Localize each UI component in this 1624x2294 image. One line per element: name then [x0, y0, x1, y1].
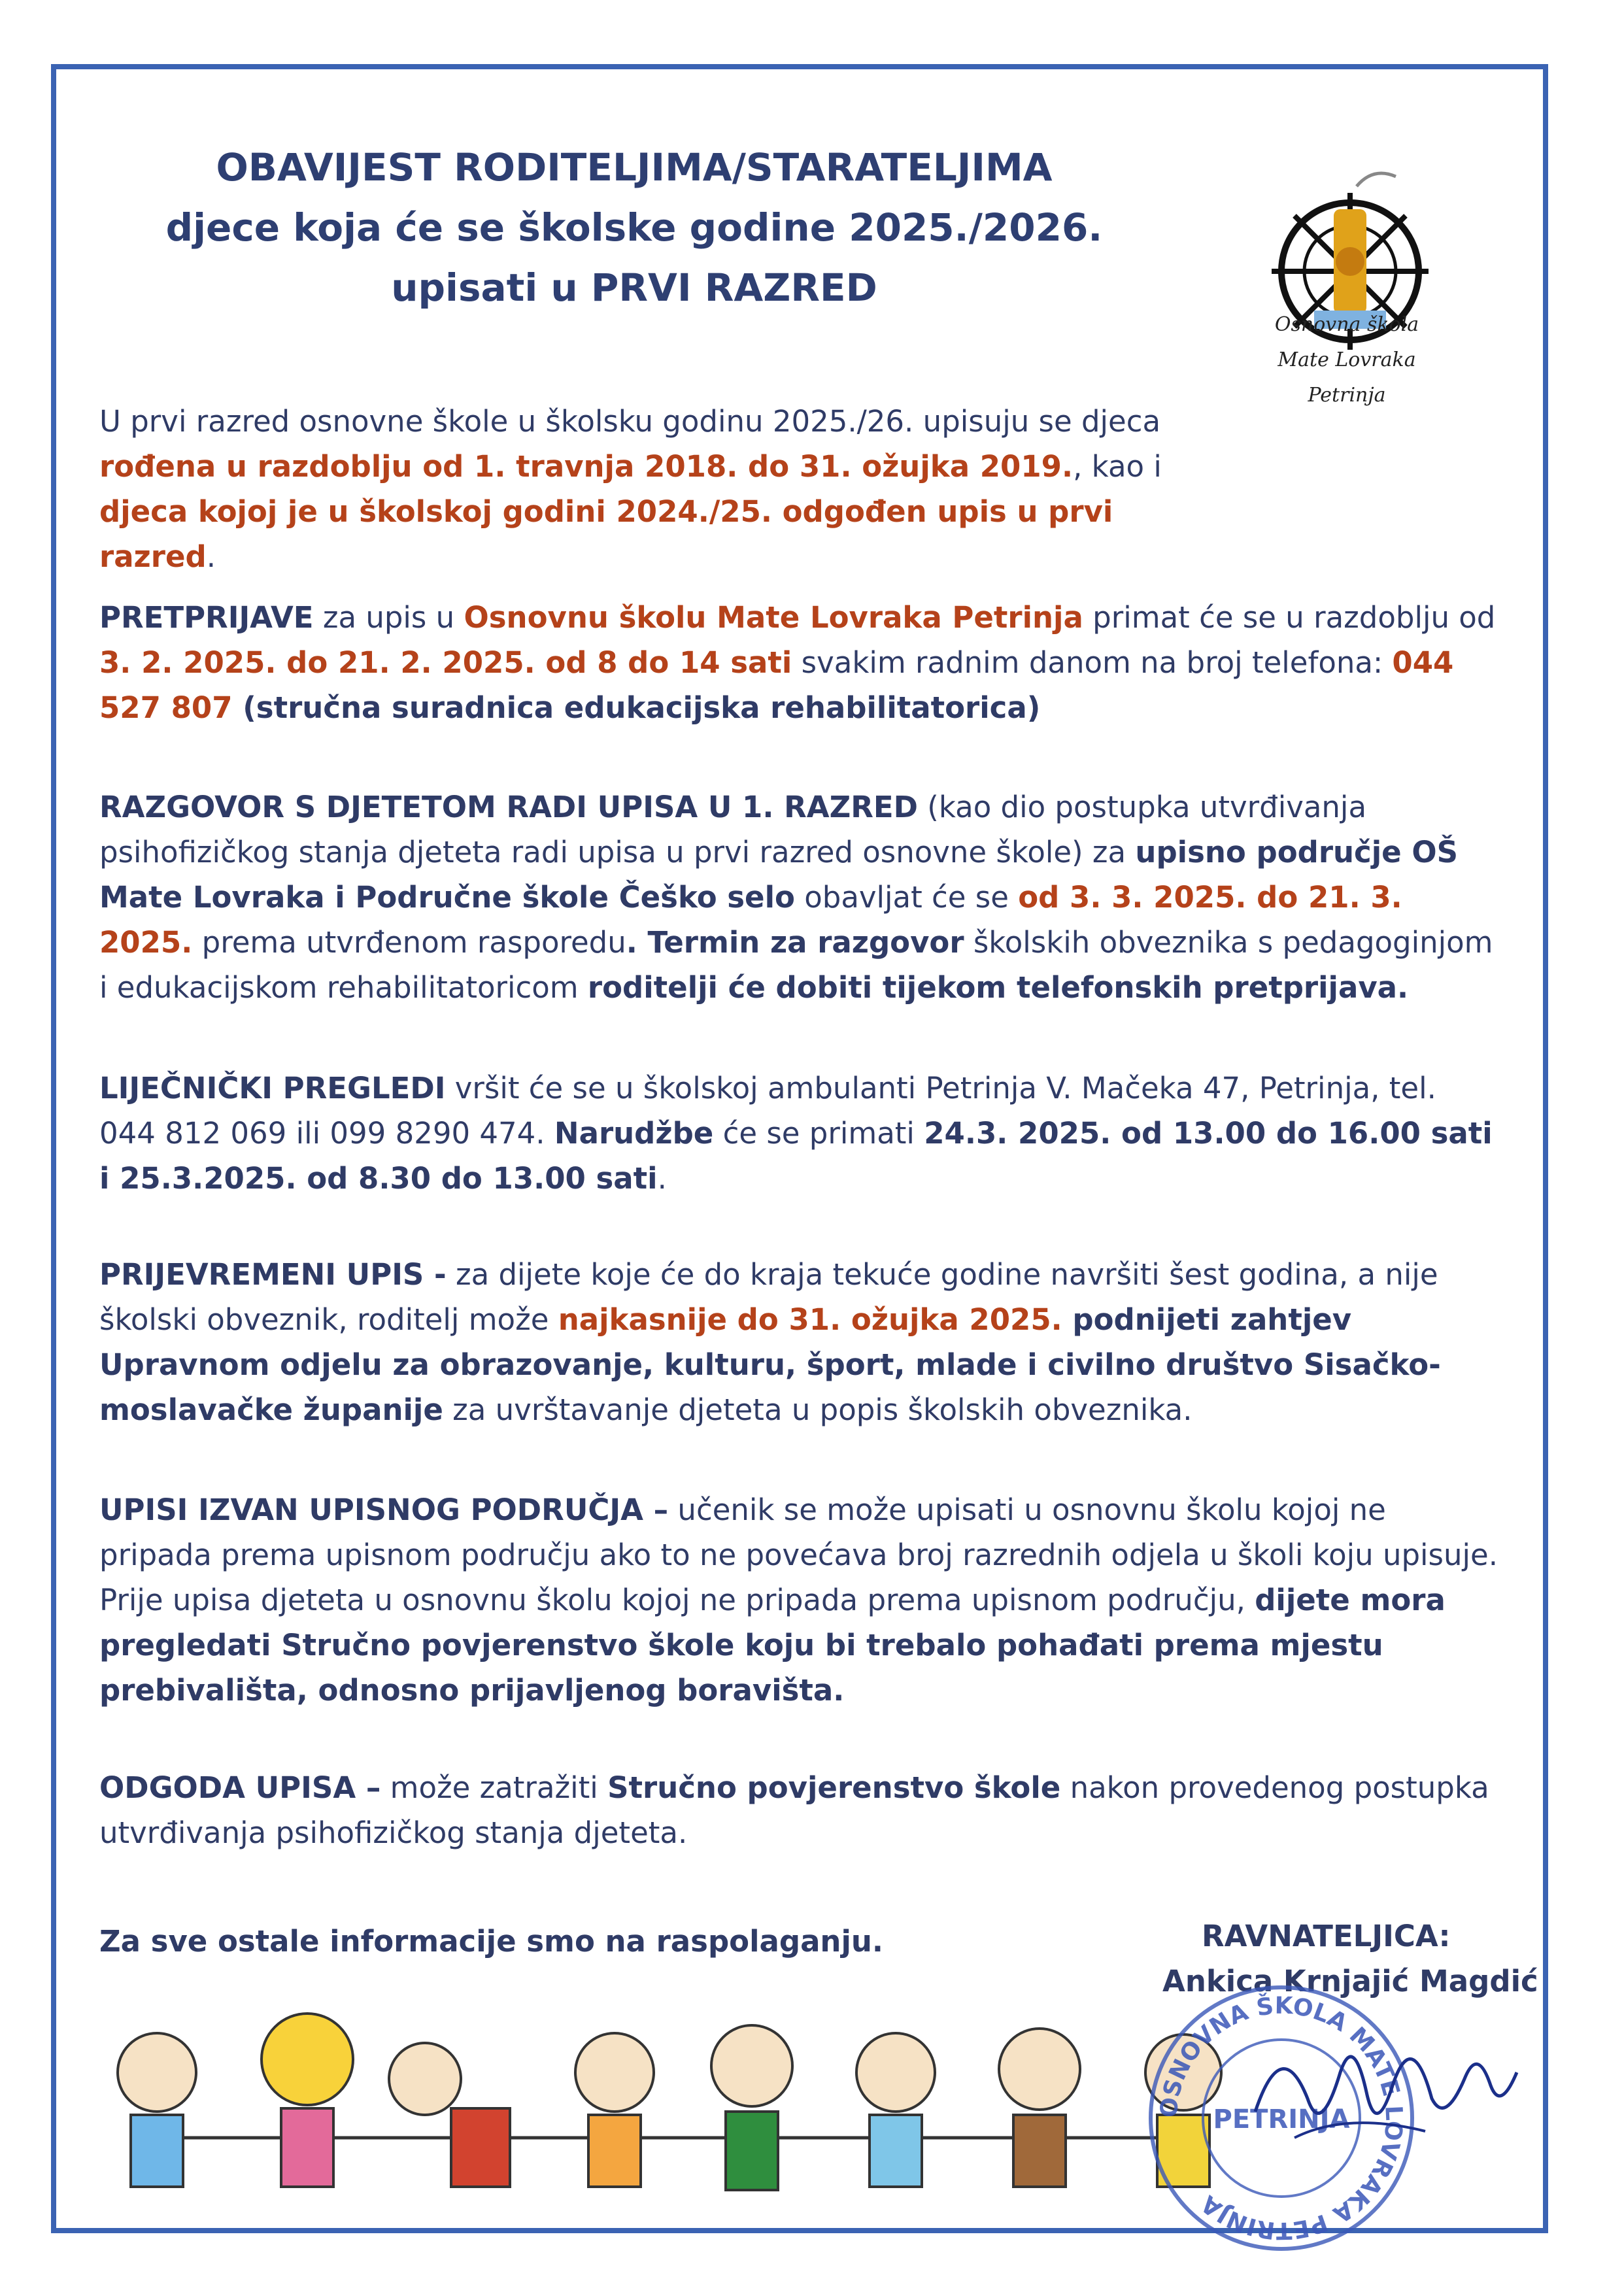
section-label: RAZGOVOR S DJETETOM RADI UPISA U 1. RAZRED — [99, 790, 918, 824]
paragraph-text: školskih obveznika s pedagoginjom i edukacijskom rehabilitatoricom — [99, 925, 1493, 1005]
paragraph-text: prema utvrđenom rasporedu — [192, 925, 626, 960]
section-label: LIJEČNIČKI PREGLEDI — [99, 1071, 446, 1105]
intro-text: U prvi razred osnovne škole u školsku godinu 2025./26. upisuju se djeca — [99, 404, 1161, 439]
intro-highlight-2: djeca kojoj je u školskoj godini 2024./25. odgođen upis u prvi razred — [99, 494, 1113, 574]
paragraph-text: . — [657, 1161, 667, 1196]
logo-line-1: Osnovna škola — [1274, 313, 1419, 336]
izvan-paragraph — [99, 1487, 1498, 1713]
prijevremeni-paragraph — [99, 1252, 1498, 1432]
paragraph-text: može zatražiti — [381, 1770, 608, 1805]
paragraph-text: svakim radnim danom na broj telefona: — [792, 645, 1393, 680]
intro-text: . — [206, 539, 216, 574]
paragraph-text: za dijete koje će do kraja tekuće godine navršiti šest godina, a nije školski obveznik, roditelj može — [99, 1257, 1438, 1337]
termin-label: . Termin za razgovor — [626, 925, 964, 960]
paragraph-text: (kao dio postupka utvrđivanja psihofizičkog stanja djeteta radi upisa u prvi razred osnovne škole) za — [99, 790, 1367, 869]
paragraph-text: će se primati — [713, 1116, 924, 1151]
section-label: UPISI IZVAN UPISNOG PODRUČJA – — [99, 1493, 669, 1527]
stamp-ring-text: OSNOVNA ŠKOLA MATE LOVRAKA PETRINJA — [1155, 1992, 1408, 2244]
intro-highlight-1: rođena u razdoblju od 1. travnja 2018. do 31. ožujka 2019. — [99, 449, 1074, 484]
logo-line-2: Mate Lovraka — [1277, 348, 1416, 371]
stamp-center-text: PETRINJA — [1213, 2104, 1350, 2134]
upisno-podrucje: upisno područje OŠ Mate Lovraka i Područne škole Češko selo — [99, 835, 1458, 915]
izvan-note: dijete mora pregledati Stručno povjerenstvo škole koju bi trebalo pohađati prema mjestu prebivališta, odnosno prijavljenog boravišta. — [99, 1583, 1446, 1708]
narudzbe-label: Narudžbe — [554, 1116, 714, 1151]
intro-paragraph — [99, 399, 1198, 579]
logo-line-3: Petrinja — [1308, 384, 1386, 407]
contact-role: (stručna suradnica edukacijska rehabilitatorica) — [232, 690, 1041, 725]
paragraph-text: za upis u — [313, 600, 464, 635]
signature-title: RAVNATELJICA: — [1202, 1919, 1451, 1953]
paragraph-text: primat će se u razdoblju od — [1083, 600, 1496, 635]
odgoda-paragraph — [99, 1765, 1498, 1855]
prijevremeni-deadline: najkasnije do 31. ožujka 2025. — [558, 1302, 1062, 1337]
paragraph-text: nakon provedenog postupka utvrđivanja psihofizičkog stanja djeteta. — [99, 1770, 1489, 1850]
narudzbe-dates: 24.3. 2025. od 13.00 do 16.00 sati i 25.3.2025. od 8.30 do 13.00 sati — [99, 1116, 1493, 1196]
phone-number: 044 527 807 — [99, 645, 1454, 725]
pretprijave-dates: 3. 2. 2025. do 21. 2. 2025. od 8 do 14 sati — [99, 645, 792, 680]
lijecnicki-paragraph — [99, 1066, 1498, 1201]
intro-text: , kao i — [1073, 449, 1162, 484]
razgovor-note: roditelji će dobiti tijekom telefonskih pretprijava. — [587, 970, 1409, 1005]
title-line-2: djece koja će se školske godine 2025./2026. — [165, 205, 1103, 250]
title-line-1: OBAVIJEST RODITELJIMA/STARATELJIMA — [216, 145, 1053, 190]
razgovor-paragraph — [99, 784, 1498, 1010]
strucno-povjerenstvo: Stručno povjerenstvo škole — [607, 1770, 1061, 1805]
upravni-odjel: podnijeti zahtjev Upravnom odjelu za obrazovanje, kulturu, šport, mlade i civilno društvo Sisačko-moslavačke županije — [99, 1302, 1441, 1427]
notice-title — [85, 137, 1183, 318]
section-label: PRIJEVREMENI UPIS - — [99, 1257, 447, 1292]
paragraph-text: vršit će se u školskoj ambulanti Petrinja V. Mačeka 47, Petrinja, tel. 044 812 069 ili 099 8290 474. — [99, 1071, 1436, 1151]
paragraph-text: za uvrštavanje djeteta u popis školskih obveznika. — [443, 1392, 1193, 1427]
paragraph-text: učenik se može upisati u osnovnu školu kojoj ne pripada prema upisnom području ako to ne povećava broj razrednih odjela u školi koju upisuje. Prije upisa djeteta u osnovnu školu kojoj ne pripada prema upisnom području, — [99, 1493, 1498, 1617]
signature-name: Ankica Krnjajić Magdić — [1162, 1964, 1538, 1999]
paragraph-text: obavljat će se — [794, 880, 1019, 915]
closing-text: Za sve ostale informacije smo na raspolaganju. — [99, 1924, 884, 1959]
pretprijave-paragraph — [99, 595, 1498, 730]
section-label: PRETPRIJAVE — [99, 600, 314, 635]
school-name: Osnovnu školu Mate Lovraka Petrinja — [464, 600, 1083, 635]
razgovor-dates: od 3. 3. 2025. do 21. 3. 2025. — [99, 880, 1402, 960]
logo-caption — [1210, 307, 1484, 413]
title-line-3: upisati u PRVI RAZRED — [391, 265, 877, 310]
section-label: ODGODA UPISA – — [99, 1770, 381, 1805]
handwritten-signature — [1242, 2014, 1536, 2177]
